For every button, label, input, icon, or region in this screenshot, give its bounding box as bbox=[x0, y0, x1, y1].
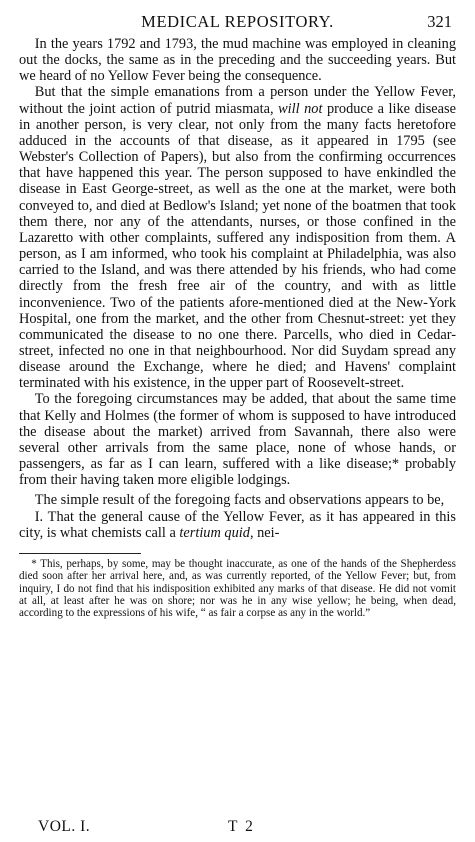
page-number: 321 bbox=[427, 12, 452, 31]
paragraph-conclusion-after: , nei- bbox=[249, 524, 280, 541]
paragraph-simple-result: The simple result of the foregoing facts and observations appears to be, bbox=[34, 492, 445, 509]
page-footer bbox=[38, 818, 456, 838]
footnote-rule bbox=[19, 553, 141, 554]
volume-label: VOL. I. bbox=[38, 818, 91, 835]
footnote bbox=[19, 558, 456, 620]
emphasis-will-not: will not bbox=[278, 100, 323, 117]
paragraph-conclusion-one bbox=[19, 509, 456, 541]
paragraph-emanations bbox=[19, 84, 456, 391]
running-title: MEDICAL REPOSITORY. bbox=[141, 12, 334, 31]
paragraph-emanations-after: produce a like disease in another person, is very clear, not only from the many facts heretofore adduced in the accounts of that disease, as it appeared in 1795 (see Webster's Collection of Papers), but also from the confirming occurrences that have happened this year. The person supposed to have enkindled the disease in East George-street, as well as the one at the market, were both conveyed to, and died at Bedlow's Island; yet none of the boatmen that took them there, nor any of the attendants, nurses, or those confined in the Lazaretto with other complaints, suffered any indisposition from them. A person, as I am informed, who took his complaint at Philadelphia, was also carried to the Island, and was there attended by his friends, who had come directly from the fresh free air of the country, and with as little inconvenience. Two of the patients afore-mentioned died at the New-York Hospital, one from the market, and the other from Chesnut-street: yet they communicated the disease to no one there. Parcells, who died in Cedar-street, infected no one in that neighbourhood. Nor did Suydam spread any disease around the Exchange, where he died; and Havens' complaint terminated with his existence, in the upper part of Roosevelt-street. bbox=[19, 100, 456, 392]
paragraph-foregoing-circumstances: To the foregoing circumstances may be added, that about the same time that Kelly and Holmes (the former of whom is supposed to have introduced the disease about the market) arrived from Savannah, there also were several other arrivals from the same place, none of whose hands, or passengers, as far as I can learn, suffered with a like disease;* probably from their having taken more eligible lodgings. bbox=[19, 391, 456, 489]
body-text bbox=[19, 36, 456, 541]
footnote-text: * This, perhaps, by some, may be thought inaccurate, as one of the hands of the Shepherdess died soon after her arrival here, and, as was currently reported, of the Yellow Fever; but, from inquiry, I do not find that his indisposition exhibited any marks of that disease. He did not vomit at all, at least after he was on shore; nor was he in any wise yellow; he being, when dead, according to the expressions of his wife, “ as fair a corpse as any in the world.” bbox=[19, 557, 456, 620]
running-header bbox=[19, 12, 456, 36]
signature-mark: T 2 bbox=[228, 818, 255, 835]
paragraph-conclusion-before: I. That the general cause of the Yellow Fever, as it has appeared in this city, is what chemists call a bbox=[19, 508, 456, 541]
paragraph-emanations-before: But that the simple emanations from a person under the Yellow Fever, without the joint action of putrid miasmata, bbox=[19, 84, 456, 117]
paragraph-mud-machine: In the years 1792 and 1793, the mud machine was employed in cleaning out the docks, the same as in the preceding and the succeeding years. But we heard of no Yellow Fever being the consequence. bbox=[19, 36, 456, 85]
emphasis-tertium-quid: tertium quid bbox=[179, 524, 250, 541]
